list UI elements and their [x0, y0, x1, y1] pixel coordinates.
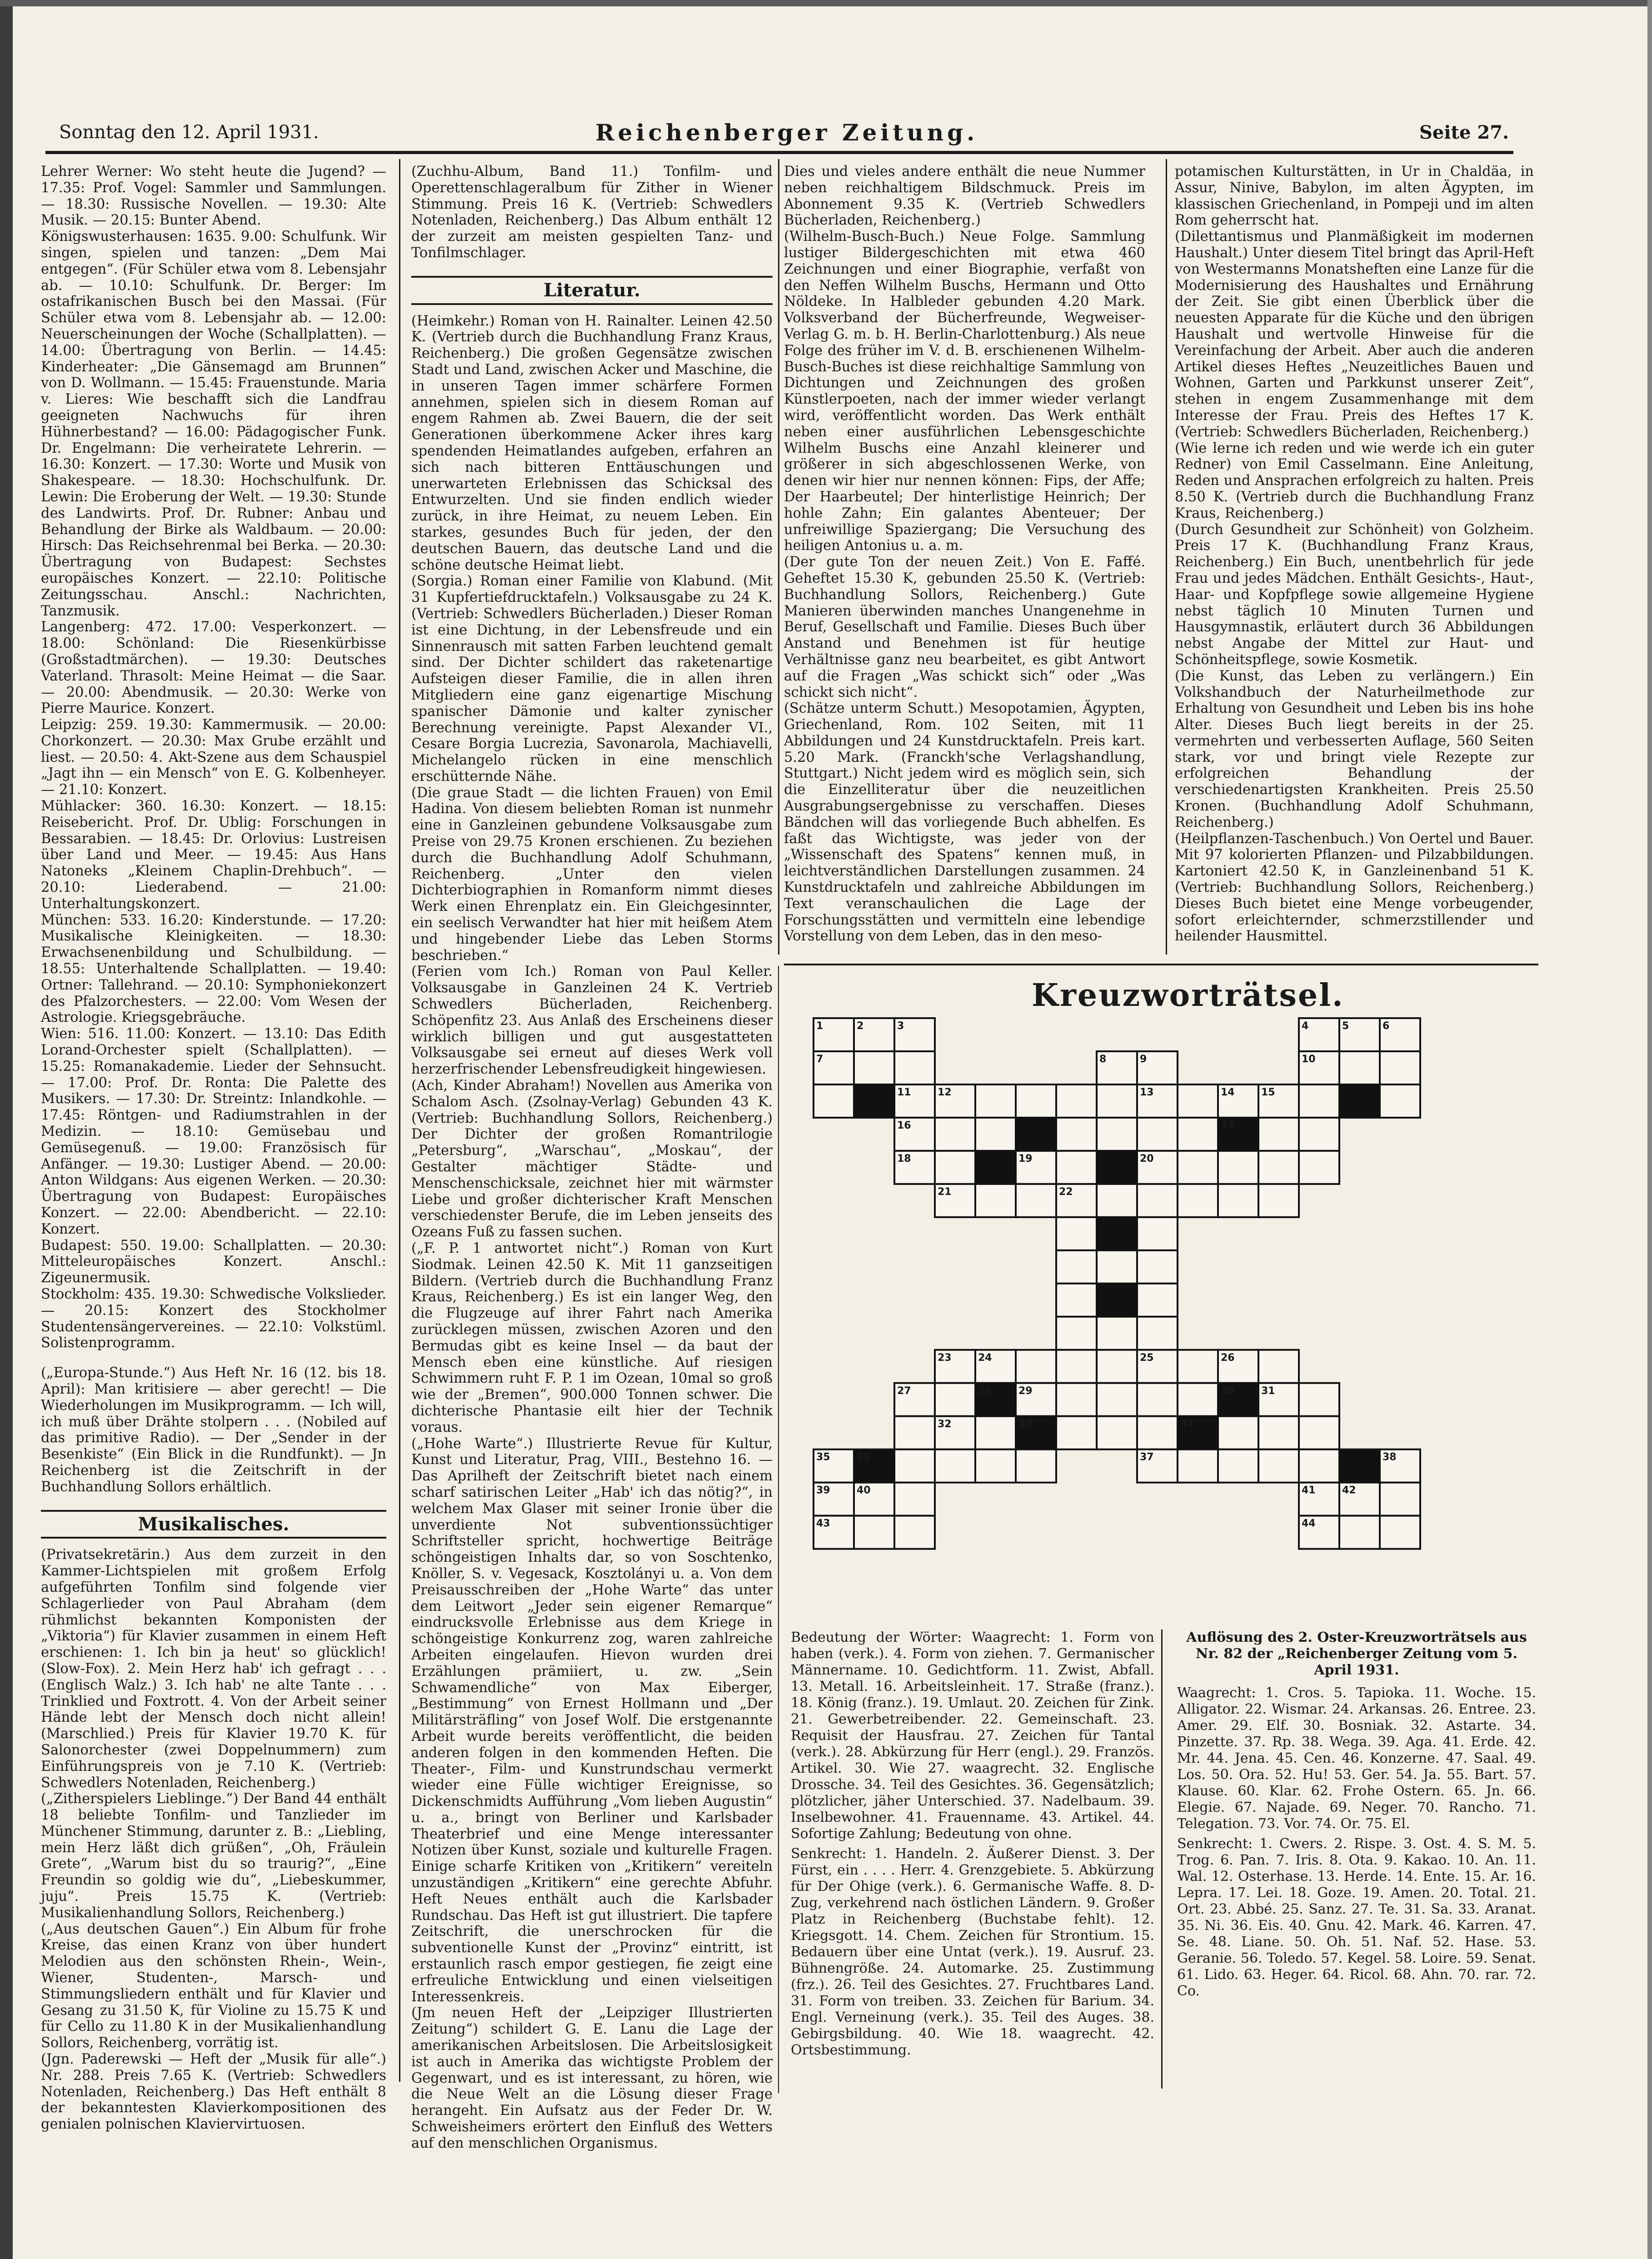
crossword-cell[interactable]	[1218, 1184, 1258, 1217]
crossword-cell-number: 7	[816, 1053, 824, 1065]
crossword-cell[interactable]	[1258, 1184, 1299, 1217]
crossword-grid	[800, 1009, 1509, 1609]
program-entry: Stockholm: 435. 19.30: Schwedische Volkslieder. — 20.15: Konzert des Stockholmer Studentensängervereines. — 22.10: Volkstüml. Solistenprogramm.	[41, 1286, 386, 1351]
crossword-cell-number: 25	[1140, 1352, 1154, 1364]
review-item: potamischen Kulturstätten, in Ur in Chaldäa, in Assur, Ninive, Babylon, im alten Ägypten, im klassischen Griechenland, in Pompeji und im alten Rom geherrscht hat.	[1175, 164, 1534, 229]
crossword-cell[interactable]	[1178, 1350, 1218, 1383]
review-item: (Wie lerne ich reden und wie werde ich ein guter Redner) von Emil Casselmann. Eine Anleitung, Reden und Ansprachen erfolgreich zu halten. Preis 8.50 K. (Vertrieb durch die Buchhandlung Franz Kraus, Reichenberg.)	[1175, 440, 1534, 521]
review-item: („Hohe Warte“.) Illustrierte Revue für Kultur, Kunst und Literatur, Prag, VIII., Bestehno 16. — Das Aprilheft der Zeitschrift bietet nach einem scharf satirischen Leiter „Hab' ich das nötig?“, in welchem Max Glaser mit seiner Ironie über die unverdiente Not subventionssüchtiger Schriftsteller spricht, hochwertige Beiträge schöngeistigen Inhalts dar, so von Soschtenko, Knöller, S. v. Vegesack, Kosztolányi u. a. Von dem Preisausschreiben der „Hohe Warte“ das unter dem Leitwort „Jeder sein eigener Remarque“ eindrucksvolle Erlebnisse aus dem Kriege in schöngeistige Konkurrenz zog, waren zahlreiche Arbeiten eingelaufen. Hievon wurden drei Erzählungen prämiiert, u. zw. „Sein Schwamendliche“ von Max Eiberger, „Bestimmung“ von Ernest Hollmann und „Der Militärsträfling“ von Josef Wolf. Die erstgenannte Arbeit wurde bereits veröffentlicht, die beiden anderen folgen in den kommenden Heften. Die Theater-, Film- und Kunstrundschau vermerkt wieder eine Fülle wichtiger Ereignisse, so Dickenschmidts Aufführung „Vom lieben Augustin“ u. a., bringt von Berliner und Karlsbader Theaterbrief und eine Menge interessanter Notizen über Kunst, soziale und kulturelle Fragen. Einige scharfe Kritiken von „Kritikern“ vereiteln unzuständigen „Kritikern“ eine gerechte Abfuhr. Heft Neues enthält auch die Karlsbader Rundschau. Das Heft ist gut illustriert. Die tapfere Zeitschrift, die unerschrocken für die subventionelle Kunst der „Provinz“ eintritt, ist erstaunlich rasch empor gestiegen, fie zeigt eine erfreuliche Entwicklung und einen vielseitigen Interessenkreis.	[411, 1435, 773, 2005]
crossword-cell[interactable]	[1137, 1217, 1178, 1250]
crossword-cell-number: 33	[1018, 1418, 1033, 1430]
crossword-cell-number: 4	[1302, 1020, 1309, 1032]
solution-title: Auflösung des 2. Oster-Kreuzworträtsels aus Nr. 82 der „Reichenberger Zeitung vom 5. April 1931.	[1186, 1629, 1527, 1678]
review-item: (Ach, Kinder Abraham!) Novellen aus Amerika von Schalom Asch. (Zsolnay-Verlag) Gebunden 43 K. (Vertrieb: Buchhandlung Sollors, Reichenberg.) Der Dichter der großen Romantrilogie „Petersburg“, „Warschau“, „Moskau“, der Gestalter mächtiger Städte- und Menschenschicksale, zeichnet hier mit wärmster Liebe und großer dichterischer Kraft Menschen verschiedenster Berufe, die im Leben jenseits des Ozeans Fuß zu fassen suchen.	[411, 1078, 773, 1240]
crossword-cell[interactable]	[1137, 1118, 1178, 1151]
crossword-solution	[1177, 1629, 1536, 1999]
review-item: (Durch Gesundheit zur Schönheit) von Golzheim. Preis 17 K. (Buchhandlung Franz Kraus, Reichenberg.) Ein Buch, unentbehrlich für jede Frau und jedes Mädchen. Enthält Gesichts-, Haut-, Haar- und Kopfpflege sowie allgemeine Hygiene nebst täglich 10 Minuten Turnen und Hausgymnastik, erläutert durch 36 Abbildungen nebst Angabe der Mittel zur Haut- und Schönheitspflege, sowie Kosmetik.	[1175, 521, 1534, 668]
crossword-cell-number: 38	[1382, 1451, 1397, 1463]
column-rule-1	[399, 159, 400, 2082]
clues-rule	[1161, 1629, 1163, 2089]
crossword-top-rule	[784, 964, 1538, 965]
crossword-cell-number: 41	[1302, 1484, 1316, 1496]
crossword-cell-number: 3	[897, 1020, 904, 1032]
crossword-cell[interactable]	[1380, 1516, 1420, 1549]
crossword-cell[interactable]	[1380, 1483, 1420, 1516]
music-item: („Zitherspielers Lieblinge.“) Der Band 44 enthält 18 beliebte Tonfilm- und Tanzlieder im Münchener Stimmung, darunter z. B.: „Liebling, mein Herz läßt dich grüßen“, „Oh, Fräulein Grete“, „Warum bist du so traurig?“, „Eine Freundin so goldig wie du“, „Liebeskummer, juju“. Preis 15.75 K. (Vertrieb: Musikalienhandlung Sollors, Reichenberg.)	[41, 1791, 386, 1921]
column-rule-3	[1166, 159, 1167, 955]
crossword-cell[interactable]	[894, 1516, 935, 1549]
solution-across: Waagrecht: 1. Cros. 5. Tapioka. 11. Woche. 15. Alligator. 22. Wismar. 24. Arkansas. 26. Entree. 23. Amer. 29. Elf. 30. Bosniak. 32. Astarte. 34. Pinzette. 37. Rp. 38. Wega. 39. Aga. 41. Erde. 42. Mr. 44. Jena. 45. Cen. 46. Konzerne. 47. Saal. 49. Los. 50. Ora. 52. Hu! 53. Ger. 54. Ja. 55. Bart. 57. Klause. 60. Klar. 62. Frohe Ostern. 65. Jn. 66. Elegie. 67. Najade. 69. Neger. 70. Rancho. 71. Telegation. 73. Vor. 74. Or. 75. El.	[1177, 1685, 1536, 1832]
crossword-cell-number: 16	[897, 1120, 911, 1131]
crossword-cell-number: 39	[816, 1484, 830, 1496]
crossword-cell[interactable]	[1380, 1051, 1420, 1085]
crossword-cell[interactable]	[1299, 1085, 1339, 1118]
crossword-cell[interactable]	[1016, 1449, 1056, 1483]
crossword-cell[interactable]	[1056, 1350, 1097, 1383]
crossword-cell-number: 17	[1221, 1120, 1235, 1131]
crossword-cell[interactable]	[1097, 1184, 1137, 1217]
crossword-cell-number: 24	[978, 1352, 992, 1364]
crossword-cell[interactable]	[1178, 1151, 1218, 1184]
review-item: (Die graue Stadt — die lichten Frauen) von Emil Hadina. Von diesem beliebten Roman ist nunmehr eine in Ganzleinen gebundene Volksausgabe zum Preise von 29.75 Kronen erschienen. Zu beziehen durch die Buchhandlung Adolf Schuhmann, Reichenberg. „Unter den vielen Dichterbiographien in Romanform nimmt dieses Werk einen Ehrenplatz ein. Ein Gleichgesinnter, ein seelisch Verwandter hat hier mit heißem Atem und hingebender Liebe das Leben Storms beschrieben.“	[411, 785, 773, 964]
crossword-cell[interactable]	[854, 1516, 894, 1549]
program-entry: Leipzig: 259. 19.30: Kammermusik. — 20.00: Chorkonzert. — 20.30: Max Grube erzählt und liest. — 20.50: 4. Akt-Szene aus dem Schauspiel „Jagt ihn — ein Mensch“ von E. G. Kolbenheyer. — 21.10: Konzert.	[41, 717, 386, 798]
crossword-cell[interactable]	[1016, 1184, 1056, 1217]
column-rule-2-lower	[778, 966, 779, 2093]
review-item: (Heilpflanzen-Taschenbuch.) Von Oertel und Bauer. Mit 97 kolorierten Pflanzen- und Pilzabbildungen. Kartoniert 42.50 K, in Ganzleinenband 51 K. (Vertrieb: Buchhandlung Sollors, Reichenberg.) Dieses Buch bietet eine Menge vorbeugender, sofort erleichternder, schmerzstillender und heilender Hausmittel.	[1175, 830, 1534, 945]
crossword-cell[interactable]	[1097, 1085, 1137, 1118]
radio-program	[41, 164, 386, 1351]
music-item: (Zuchhu-Album, Band 11.) Tonfilm- und Operettenschlageralbum für Zither in Wiener Stimmung. Preis 16 K. (Vertrieb: Schwedlers Notenladen, Reichenberg.) Das Album enthält 12 der zurzeit am meisten gespielten Tanz- und Tonfilmschlager.	[411, 164, 773, 261]
crossword-cell[interactable]	[935, 1118, 975, 1151]
crossword-cell[interactable]	[1056, 1217, 1097, 1250]
scan-edge-top	[0, 0, 1652, 6]
crossword-cell[interactable]	[814, 1085, 854, 1118]
masthead	[59, 119, 1509, 146]
crossword-cell[interactable]	[1056, 1250, 1097, 1284]
crossword-cell[interactable]	[1016, 1350, 1056, 1383]
crossword-cell-number: 31	[1261, 1385, 1275, 1397]
crossword-cell[interactable]	[975, 1184, 1016, 1217]
crossword-cell-number: 26	[1221, 1352, 1235, 1364]
crossword-cell-number: 21	[938, 1186, 952, 1198]
review-item: (Wilhelm-Busch-Buch.) Neue Folge. Sammlung lustiger Bildergeschichten mit etwa 460 Zeichnungen und einer Biographie, verfaßt von den Neffen Wilhelm Buschs, Hermann und Otto Nöldeke. In Halbleder gebunden 4.20 Mark. Volksverband der Bücherfreunde, Wegweiser-Verlag G. m. b. H. Berlin-Charlottenburg.) Als neue Folge des früher im V. d. B. erschienenen Wilhelm-Busch-Buches ist diese reichhaltige Sammlung von Dichtungen und Zeichnungen des großen Künstlerpoeten, nach der immer wieder verlangt wird, veröffentlicht worden. Das Werk enthält neben einer ausführlichen Lebensgeschichte Wilhelm Buschs eine Anzahl kleinerer und größerer in sich abgeschlossenen Werke, von denen wir hier nur nennen können: Fips, der Affe; Der Haarbeutel; Der hinterlistige Heinrich; Der hohle Zahn; Ein galantes Abenteuer; Der unfreiwillige Spaziergang; Die Versuchung des heiligen Antonius u. a. m.	[784, 229, 1145, 554]
scan-edge-right	[1647, 0, 1652, 2259]
crossword-cell-number: 8	[1099, 1053, 1107, 1065]
crossword-cell-number: 18	[897, 1153, 911, 1164]
crossword-cell-number: 9	[1140, 1053, 1147, 1065]
crossword-cell[interactable]	[1137, 1416, 1178, 1449]
crossword-cell[interactable]	[1178, 1449, 1218, 1483]
program-entry: Wien: 516. 11.00: Konzert. — 13.10: Das Edith Lorand-Orchester spielt (Schallplatten). — 15.25: Romanakademie. Lieder der Sehnsucht. — 17.00: Prof. Dr. Ronta: Die Palette des Musikers. — 17.30: Dr. Streintz: Inlandkohle. — 17.45: Röntgen- und Radiumstrahlen in der Medizin. — 18.10: Gemüsebau und Gemüsegenuß. — 19.00: Französisch für Anfänger. — 19.30: Lustiger Abend. — 20.00: Anton Wildgans: Aus eigenen Werken. — 20.30: Übertragung von Budapest: Europäisches Konzert. — 22.00: Abendbericht. — 22.10: Konzert.	[41, 1026, 386, 1237]
crossword-cell-number: 34	[1180, 1418, 1194, 1430]
crossword-black-cell	[854, 1085, 894, 1118]
program-entry: Budapest: 550. 19.00: Schallplatten. — 20.30: Mitteleuropäisches Konzert. Anschl.: Zigeunermusik.	[41, 1237, 386, 1286]
column-4	[1175, 164, 1534, 945]
review-item: (Heimkehr.) Roman von H. Rainalter. Leinen 42.50 K. (Vertrieb durch die Buchhandlung Franz Kraus, Reichenberg.) Die großen Gegensätze zwischen Stadt und Land, zwischen Acker und Maschine, die in unseren Tagen immer schärfere Formen annehmen, spielen sich in diesem Roman auf engem Rahmen ab. Zwei Bauern, die der seit Generationen überkommene Acker ihres karg spendenden Heimatlandes aufgeben, erfahren an sich nach bitteren Enttäuschungen und unerwarteten Erlebnissen das Schicksal des Entwurzelten. Und sie finden endlich wieder zurück, in ihre Heimat, zu neuem Leben. Ein starkes, gesundes Buch für jeden, der den deutschen Bauern, das deutsche Land und die schöne deutsche Heimat liebt.	[411, 313, 773, 573]
crossword-cell[interactable]	[1056, 1118, 1097, 1151]
crossword-cell[interactable]	[1056, 1151, 1097, 1184]
crossword-cell[interactable]	[1218, 1151, 1258, 1184]
crossword-cell[interactable]	[1137, 1184, 1178, 1217]
crossword-cell-number: 23	[938, 1352, 952, 1364]
crossword-cell[interactable]	[1056, 1085, 1097, 1118]
crossword-cell-number: 40	[857, 1484, 871, 1496]
crossword-cell[interactable]	[1056, 1383, 1097, 1416]
crossword-cell[interactable]	[1299, 1383, 1339, 1416]
crossword-black-cell	[975, 1151, 1016, 1184]
crossword-cell-number: 19	[1018, 1153, 1033, 1164]
program-entry: Lehrer Werner: Wo steht heute die Jugend? — 17.35: Prof. Vogel: Sammler und Sammlungen. — 18.30: Russische Novellen. — 19.30: Alte Musik. — 20.15: Bunter Abend.	[41, 164, 386, 229]
crossword-cell[interactable]	[935, 1449, 975, 1483]
crossword-title: Kreuzworträtsel.	[1032, 977, 1344, 1014]
review-item: (Dilettantismus und Planmäßigkeit im modernen Haushalt.) Unter diesem Titel bringt das April-Heft von Westermanns Monatsheften eine Lanze für die Modernisierung des Haushaltes und Ernährung der Zeit. Sie gibt einen Überblick über die neuesten Apparate für die Küche und den übrigen Haushalt und wertvolle Hinweise für die Vereinfachung der Arbeit. Aber auch die anderen Artikel dieses Heftes „Neuzeitliches Bauen und Wohnen, Garten und Parkkunst unserer Zeit“, stehen in engem Zusammenhange mit dem Interesse der Frau. Preis des Heftes 17 K. (Vertrieb: Schwedlers Bücherladen, Reichenberg.)	[1175, 229, 1534, 440]
clues-across: Bedeutung der Wörter: Waagrecht: 1. Form von haben (verk.). 4. Form von ziehen. 7. Germanischer Männername. 10. Gedichtform. 11. Zwist, Abfall. 13. Metall. 16. Arbeitsleinheit. 17. Straße (franz.). 18. König (franz.). 19. Umlaut. 20. Zeichen für Zink. 21. Gewerbetreibender. 22. Gemeinschaft. 23. Requisit der Hausfrau. 27. Zeichen für Tantal (verk.). 28. Abkürzung für Herr (engl.). 29. Französ. Artikel. 30. Wie 27. waagrecht. 32. Englische Drossche. 34. Teil des Gesichtes. 36. Gegensätzlich; plötzlicher, jäher Unterschied. 37. Nadelbaum. 39. Inselbewohner. 41. Frauenname. 43. Artikel. 44. Sofortige Zahlung; Bedeutung von ohne.	[791, 1629, 1154, 1842]
crossword-cell-number: 10	[1302, 1053, 1316, 1065]
crossword-cell[interactable]	[1299, 1416, 1339, 1449]
crossword-cell[interactable]	[1097, 1317, 1137, 1350]
crossword-cell[interactable]	[1178, 1118, 1218, 1151]
crossword-cell[interactable]	[1339, 1051, 1380, 1085]
crossword-cell-number: 35	[816, 1451, 830, 1463]
program-entry: Königswusterhausen: 1635. 9.00: Schulfunk. Wir singen, spielen und tanzen: „Dem Mai entgegen“. (Für Schüler etwa vom 8. Lebensjahr ab. — 10.10: Schulfunk. Dr. Berger: Im ostafrikanischen Busch bei den Massai. (Für Schüler etwa vom 8. Lebensjahr ab. — 12.00: Neuerscheinungen der Woche (Schallplatten). — 14.00: Übertragung von Berlin. — 14.45: Kinderheater: „Die Gänsemagd am Brunnen“ von D. Wollmann. — 15.45: Frauenstunde. Maria v. Lieres: Wie beschafft sich die Landfrau geeigneten Nachwuchs für ihren Hühnerbestand? — 16.00: Pädagogischer Funk. Dr. Engelmann: Die verheiratete Lehrerin. — 16.30: Konzert. — 17.30: Worte und Musik von Shakespeare. — 18.30: Hochschulfunk. Dr. Lewin: Die Eroberung der Welt. — 19.30: Stunde des Landwirts. Prof. Dr. Rubner: Anbau und Behandlung der Birke als Waldbaum. — 20.00: Hirsch: Das Reichsehrenmal bei Berka. — 20.30: Übertragung von Budapest: Sechstes europäisches Konzert. — 22.10: Politische Zeitungsschau. Anschl.: Nachrichten, Tanzmusik.	[41, 229, 386, 619]
crossword-cell-number: 43	[816, 1518, 830, 1529]
program-entry: München: 533. 16.20: Kinderstunde. — 17.20: Musikalische Kleinigkeiten. — 18.30: Erwachsenenbildung und Schulbildung. — 18.55: Unterhaltende Schallplatten. — 19.40: Ortner: Tallehrand. — 20.10: Symphoniekonzert des Pfalzorchesters. — 22.00: Vom Wesen der Astrologie. Kriegsgebräuche.	[41, 912, 386, 1026]
crossword-cell-number: 1	[816, 1020, 824, 1032]
crossword-cell[interactable]	[894, 1449, 935, 1483]
music-item: („Aus deutschen Gauen“.) Ein Album für frohe Kreise, das einen Kranz von über hundert Melodien aus den schönsten Rhein-, Wein-, Wiener, Studenten-, Marsch- und Stimmungsliedern enthält und für Klavier und Gesang zu 31.50 K, für Violine zu 15.75 K und für Cello zu 11.80 K in der Musikalienhandlung Sollors, Reichenberg, vorrätig ist.	[41, 1921, 386, 2051]
column-3	[784, 164, 1145, 945]
crossword-cell-number: 28	[978, 1385, 992, 1397]
newspaper-title: Reichenberger Zeitung.	[595, 119, 978, 146]
issue-date: Sonntag den 12. April 1931.	[59, 122, 319, 143]
music-item: (Jgn. Paderewski — Heft der „Musik für alle“.) Nr. 288. Preis 7.65 K. (Vertrieb: Schwedlers Notenladen, Reichenberg.) Das Heft enthält 8 der bekanntesten Klavierkompositionen des genialen polnischen Klaviervirtuosen.	[41, 2051, 386, 2133]
crossword-cell[interactable]	[935, 1383, 975, 1416]
crossword-cell-number: 14	[1221, 1086, 1235, 1098]
crossword-clues	[791, 1629, 1154, 2059]
page-number: Seite 27.	[1419, 122, 1509, 143]
crossword-cell[interactable]	[1178, 1085, 1218, 1118]
crossword-cell[interactable]	[1339, 1516, 1380, 1549]
crossword-cell[interactable]	[1137, 1317, 1178, 1350]
crossword-cell-number: 29	[1018, 1385, 1033, 1397]
solution-down: Senkrecht: 1. Cwers. 2. Rispe. 3. Ost. 4. S. M. 5. Trog. 6. Pan. 7. Iris. 8. Ota. 9. Kakao. 10. An. 11. Wal. 12. Osterhase. 13. Herde. 14. Ente. 15. Ar. 16. Lepra. 17. Lei. 18. Goze. 19. Amen. 20. Total. 21. Ort. 23. Abbé. 25. Sanz. 27. Te. 31. Sa. 33. Aranat. 35. Ni. 36. Eis. 40. Gnu. 42. Mark. 46. Karren. 47. Se. 48. Liane. 50. Oh. 51. Naf. 52. Hase. 53. Geranie. 56. Toledo. 57. Kegel. 58. Loire. 59. Senat. 61. Lido. 63. Heger. 64. Ricol. 68. Ahn. 70. rar. 72. Co.	[1177, 1836, 1536, 1999]
europa-stunde-note: („Europa-Stunde.“) Aus Heft Nr. 16 (12. bis 18. April): Man kritisiere — aber gerecht! — Die Wiederholungen im Musikprogramm. — Ich will, ich muß über Drähte stolpern . . . (Nobiled auf das primitive Radio). — Der „Sender in der Besenkiste“ (Ein Blick in die Rundfunkt). — Jn Reichenberg ist die Zeitschrift in der Buchhandlung Sollors erhältlich.	[41, 1365, 386, 1495]
crossword-cell[interactable]	[1097, 1118, 1137, 1151]
column-1	[41, 164, 386, 2133]
crossword-cell[interactable]	[1258, 1449, 1299, 1483]
crossword-cell[interactable]	[1299, 1151, 1339, 1184]
crossword-cell[interactable]	[854, 1051, 894, 1085]
crossword-cell-number: 42	[1342, 1484, 1356, 1496]
program-entry: Langenberg: 472. 17.00: Vesperkonzert. — 18.00: Schönland: Die Riesenkürbisse (Großstadtmärchen). — 19.30: Deutsches Vaterland. Thrasolt: Meine Heimat — die Saar. — 20.00: Abendmusik. — 20.30: Werke von Pierre Maurice. Konzert.	[41, 619, 386, 717]
review-item: (Die Kunst, das Leben zu verlängern.) Ein Volkshandbuch der Naturheilmethode zur Erhaltung von Gesundheit und Leben bis ins hohe Alter. Dieses Buch liegt bereits in der 25. vermehrten und verbesserten Auflage, 560 Seiten stark, vor und bringt viele Rezepte zur erfolgreichen Behandlung der verschiedenartigsten Krankheiten. Preis 25.50 Kronen. (Buchhandlung Adolf Schuhmann, Reichenberg.)	[1175, 668, 1534, 830]
program-entry: Mühlacker: 360. 16.30: Konzert. — 18.15: Reisebericht. Prof. Dr. Ublig: Forschungen in Bessarabien. — 18.45: Dr. Orlovius: Lustreisen über Land und Meer. — 19.45: Aus Hans Natoneks „Kleinem Chaplin-Drehbuch“. — 20.10: Liederabend. — 21.00: Unterhaltungskonzert.	[41, 798, 386, 912]
crossword-cell[interactable]	[894, 1051, 935, 1085]
crossword-cell[interactable]	[1137, 1250, 1178, 1284]
crossword-cell-number: 44	[1302, 1518, 1316, 1529]
review-item: (Schätze unterm Schutt.) Mesopotamien, Ägypten, Griechenland, Rom. 102 Seiten, mit 11 Abbildungen und 24 Kunstdrucktafeln. Preis kart. 5.20 Mark. (Franckh'sche Verlagshandlung, Stuttgart.) Nicht jedem wird es möglich sein, sich die Einzelliteratur über die neuzeitlichen Ausgrabungsergebnisse zu verschaffen. Dieses Bändchen will das vorliegende Buch abhelfen. Es faßt das Wichtigste, was jeder von der „Wissenschaft des Spatens“ kennen muß, in leichtverständlichen Darstellungen zusammen. 24 Kunstdrucktafeln und zahlreiche Abbildungen im Text veranschaulichen die Lage der Forschungsstätten und vermitteln eine lebendige Vorstellung von dem Leben, das in den meso-	[784, 700, 1145, 945]
crossword-cell[interactable]	[1097, 1416, 1137, 1449]
crossword-cell-number: 6	[1382, 1020, 1390, 1032]
review-item: (Ferien vom Ich.) Roman von Paul Keller. Volksausgabe in Ganzleinen 24 K. Vertrieb Schwedlers Bücherladen, Reichenberg. Schöpenfitz 23. Aus Anlaß des Erscheinens dieser wirklich billigen und gut ausgestatteten Volksausgabe sei erneut auf dieses Werk voll herzerfrischender Lebensfreudigkeit hingewiesen.	[411, 964, 773, 1078]
crossword-cell[interactable]	[1299, 1118, 1339, 1151]
clues-down: Senkrecht: 1. Handeln. 2. Äußerer Dienst. 3. Der Fürst, ein . . . . Herr. 4. Grenzgebiete. 5. Abkürzung für Der Ohige (verk.). 6. Germanische Waffe. 8. D-Zug, verkehrend nach östlichen Ländern. 9. Großer Platz in Reichenberg (Buchstabe fehlt). 12. Kriegsgott. 14. Chem. Zeichen für Strontium. 15. Bedauern über eine Untat (verk.). 19. Ausruf. 23. Bühnengröße. 24. Automarke. 25. Zustimmung (frz.). 26. Teil des Gesichtes. 27. Fruchtbares Land. 31. Form von treiben. 33. Zeichen für Barium. 34. Engl. Verneinung (verk.). 35. Teil des Auges. 38. Gebirgsbildung. 40. Wie 18. waagrecht. 42. Ortsbestimmung.	[791, 1846, 1154, 2058]
crossword-cell[interactable]	[1016, 1085, 1056, 1118]
crossword-cell[interactable]	[1178, 1383, 1218, 1416]
crossword-cell-number: 22	[1059, 1186, 1073, 1198]
crossword-black-cell	[1097, 1284, 1137, 1317]
crossword-cell[interactable]	[975, 1085, 1016, 1118]
crossword-cell[interactable]	[1056, 1317, 1097, 1350]
column-2	[411, 164, 773, 2152]
crossword-cell[interactable]	[1258, 1350, 1299, 1383]
section-heading-literature: Literatur.	[411, 276, 773, 305]
column-rule-2	[778, 159, 779, 955]
crossword-cell[interactable]	[1258, 1118, 1299, 1151]
review-item: Dies und vieles andere enthält die neue Nummer neben reichhaltigem Bildschmuck. Preis im Abonnement 9.35 K. (Vertrieb Schwedlers Bücherladen, Reichenberg.)	[784, 164, 1145, 229]
crossword-cell[interactable]	[1218, 1449, 1258, 1483]
crossword-cell[interactable]	[975, 1416, 1016, 1449]
crossword-cell-number: 11	[897, 1086, 911, 1098]
crossword-cell[interactable]	[1056, 1416, 1097, 1449]
crossword-cell[interactable]	[935, 1151, 975, 1184]
crossword-cell[interactable]	[894, 1483, 935, 1516]
crossword-cell-number: 37	[1140, 1451, 1154, 1463]
crossword-cell-number: 2	[857, 1020, 864, 1032]
crossword-cell[interactable]	[1299, 1449, 1339, 1483]
crossword-black-cell	[1097, 1217, 1137, 1250]
crossword-cell[interactable]	[1097, 1250, 1137, 1284]
crossword-cell-number: 36	[857, 1451, 871, 1463]
scan-edge-left	[0, 0, 13, 2259]
crossword-cell[interactable]	[975, 1449, 1016, 1483]
crossword-black-cell	[1097, 1151, 1137, 1184]
review-item: (Jm neuen Heft der „Leipziger Illustrierten Zeitung“) schildert G. E. Lanu die Lage der amerikanischen Arbeitslosen. Die Arbeitslosigkeit ist auch in Amerika das wichtigste Problem der Gegenwart, und es ist interessant, zu hören, wie die Neue Welt an die Lösung dieser Frage herangeht. Ein Aufsatz aus der Feder Dr. W. Schweisheimers erörtert den Einfluß des Wetters auf den menschlichen Organismus.	[411, 2005, 773, 2151]
crossword-cell-number: 20	[1140, 1153, 1154, 1164]
crossword-cell-number: 12	[938, 1086, 952, 1098]
crossword-cell[interactable]	[1097, 1350, 1137, 1383]
crossword-cell[interactable]	[1097, 1383, 1137, 1416]
review-item: („F. P. 1 antwortet nicht“.) Roman von Kurt Siodmak. Leinen 42.50 K. Mit 11 ganzseitigen Bildern. (Vertrieb durch die Buchhandlung Franz Kraus, Reichenberg.) Es ist ein langer Weg, den die Flugzeuge auf ihrer Fahrt nach Amerika zurücklegen müssen, zwischen Azoren und den Bermudas gibt es keine Insel — da baut der Mensch eben eine künstliche. Auf riesigen Schwimmern ruht F. P. 1 im Ozean, 10mal so groß wie der „Bremen“, 900.000 Tonnen schwer. Die dichterische Phantasie eilt hier der Technik voraus.	[411, 1240, 773, 1435]
crossword-cell-number: 27	[897, 1385, 911, 1397]
crossword-cell[interactable]	[1137, 1383, 1178, 1416]
crossword-cell[interactable]	[1380, 1085, 1420, 1118]
crossword-cell[interactable]	[1137, 1284, 1178, 1317]
review-item: (Sorgia.) Roman einer Familie von Klabund. (Mit 31 Kupfertiefdrucktafeln.) Volksausgabe zu 24 K. (Vertrieb: Schwedlers Bücherladen.) Dieser Roman ist eine Dichtung, in der Lebensfreude und ein Sinnenrausch mit satten Farben leuchtend gemalt sind. Der Dichter schildert das raketenartige Aufsteigen dieser Familie, die in allen ihren Mitgliedern eine ganz eigenartige Mischung spanischer Dämonie und kalter zynischer Berechnung vereinigte. Papst Alexander VI., Cesare Borgia Lucrezia, Savonarola, Machiavelli, Michelangelo rücken in eine menschlich erschütternde Nähe.	[411, 573, 773, 785]
crossword-black-cell	[1339, 1449, 1380, 1483]
crossword-cell-number: 5	[1342, 1020, 1349, 1032]
crossword-cell[interactable]	[1056, 1284, 1097, 1317]
masthead-rule	[45, 151, 1513, 154]
crossword-black-cell	[1339, 1085, 1380, 1118]
section-heading-music: Musikalisches.	[41, 1510, 386, 1539]
crossword-cell[interactable]	[894, 1416, 935, 1449]
review-item: (Der gute Ton der neuen Zeit.) Von E. Faffé. Geheftet 15.30 K, gebunden 25.50 K. (Vertrieb: Buchhandlung Sollors, Reichenberg.) Gute Manieren überwinden manches Unangenehme in Beruf, Gesellschaft und Familie. Dieses Buch über Anstand und Benehmen ist für heutige Verhältnisse ganz neu bearbeitet, es gibt Antwort auf die Fragen „Was schickt sich“ oder „Was schickt sich nicht“.	[784, 554, 1145, 700]
crossword-cell-number: 30	[1221, 1385, 1235, 1397]
crossword-cell[interactable]	[1218, 1416, 1258, 1449]
crossword-cell-number: 13	[1140, 1086, 1154, 1098]
crossword-black-cell	[1016, 1118, 1056, 1151]
crossword-cell[interactable]	[1258, 1416, 1299, 1449]
crossword-cell[interactable]	[1178, 1184, 1218, 1217]
crossword-cell[interactable]	[1258, 1151, 1299, 1184]
crossword-cell-number: 32	[938, 1418, 952, 1430]
crossword-cell[interactable]	[975, 1118, 1016, 1151]
crossword-cell-number: 15	[1261, 1086, 1275, 1098]
music-item: (Privatsekretärin.) Aus dem zurzeit in den Kammer-Lichtspielen mit großem Erfolg aufgeführten Tonfilm sind folgende vier Schlagerlieder von Paul Abraham (dem rühmlichst bekannten Komponisten der „Viktoria“) für Klavier zusammen in einem Heft erschienen: 1. Ich bin ja heut' so glücklich! (Slow-Fox). 2. Mein Herz hab' ich gefragt . . . (Englisch Walz.) 3. Ich hab' ne alte Tante . . . Trinklied und Foxtrott. 4. Von der Arbeit seiner Hände lebt der Mensch doch nicht allein! (Marschlied.) Preis für Klavier 19.70 K. für Salonorchester (zwei Doppelnummern) zum Einführungspreis von je 7.10 K. (Vertrieb: Schwedlers Notenladen, Reichenberg.)	[41, 1547, 386, 1791]
